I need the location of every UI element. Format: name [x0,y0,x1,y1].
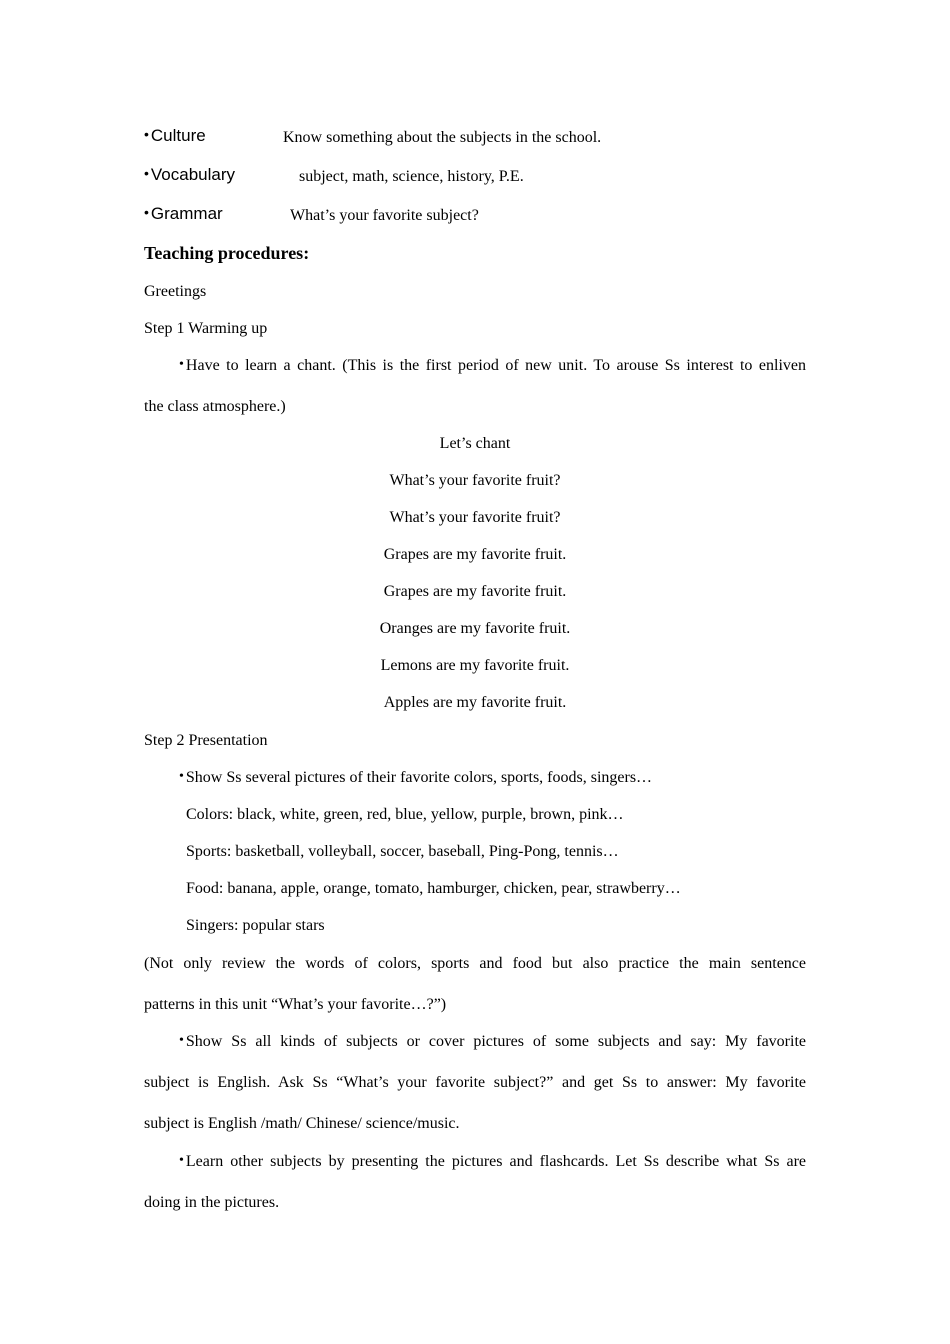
bullet-icon: • [144,165,149,181]
vocabulary-label: • Vocabulary [144,165,236,184]
step1-bullet-line2: the class atmosphere.) [144,398,286,415]
bullet-icon: • [144,126,149,142]
vocabulary-text: subject, math, science, history, P.E. [299,168,524,185]
culture-text: Know something about the subjects in the school. [283,129,602,146]
step1-title: Step 1 Warming up [144,320,268,337]
chant-title: Let’s chant [439,435,511,452]
colors-line: Colors: black, white, green, red, blue, yellow, purple, brown, pink… [186,806,624,823]
grammar-text: What’s your favorite subject? [290,207,479,224]
bullet-icon: • [179,357,184,372]
chant-line: Oranges are my favorite fruit. [379,620,571,637]
bullet-icon: • [179,769,184,784]
chant-line: Grapes are my favorite fruit. [383,583,567,600]
culture-label: • Culture [144,126,206,145]
learn-line1: • Learn other subjects by presenting the pictures and flashcards. Let Ss describe what Ss are [179,1153,806,1170]
grammar-label: • Grammar [144,204,223,223]
procedures-heading: Teaching procedures: [144,243,310,263]
chant-line: Apples are my favorite fruit. [383,694,567,711]
bullet-icon: • [144,204,149,220]
step1-bullet-line1: • Have to learn a chant. (This is the first period of new unit. To arouse Ss interest to enliven [179,357,806,374]
bullet-icon: • [179,1033,184,1048]
show-pictures-item: • Show Ss several pictures of their favorite colors, sports, foods, singers… [179,769,653,786]
chant-line: What’s your favorite fruit? [389,472,561,489]
sports-line: Sports: basketball, volleyball, soccer, baseball, Ping-Pong, tennis… [186,843,619,860]
note-line2: patterns in this unit “What’s your favorite…?”) [144,996,447,1013]
singers-line: Singers: popular stars [186,917,325,934]
chant-line: Grapes are my favorite fruit. [383,546,567,563]
chant-line: Lemons are my favorite fruit. [380,657,570,674]
learn-line2: doing in the pictures. [144,1194,280,1211]
bullet-icon: • [179,1153,184,1168]
subjects-line3: subject is English /math/ Chinese/ science/music. [144,1115,460,1132]
greetings-text: Greetings [144,283,207,300]
food-line: Food: banana, apple, orange, tomato, hamburger, chicken, pear, strawberry… [186,880,681,897]
subjects-line2: subject is English. Ask Ss “What’s your favorite subject?” and get Ss to answer: My favorite [144,1074,806,1091]
subjects-line1: • Show Ss all kinds of subjects or cover pictures of some subjects and say: My favorite [179,1033,806,1050]
step2-title: Step 2 Presentation [144,732,268,749]
note-line1: (Not only review the words of colors, sports and food but also practice the main sentence [144,955,806,972]
chant-line: What’s your favorite fruit? [389,509,561,526]
